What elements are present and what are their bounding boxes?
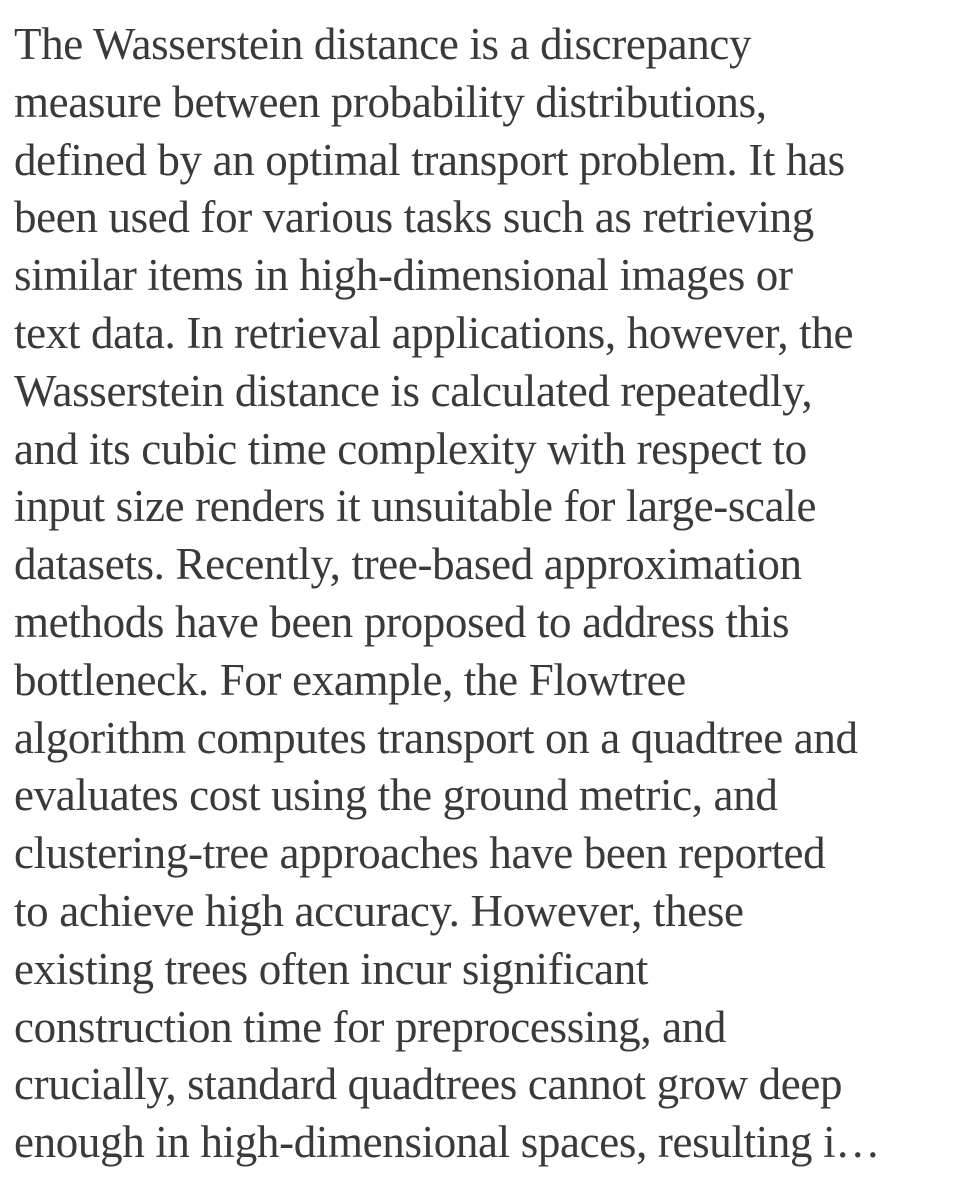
abstract-line-17: existing trees often incur significant xyxy=(14,943,649,994)
abstract-line-9: input size renders it unsuitable for large-scale xyxy=(14,481,817,532)
abstract-line-20-truncated: enough in high-dimensional spaces, resulting i… xyxy=(14,1117,880,1168)
abstract-text xyxy=(14,16,954,1172)
abstract-line-14: evaluates cost using the ground metric, and xyxy=(14,770,778,821)
abstract-line-12: bottleneck. For example, the Flowtree xyxy=(14,654,686,705)
abstract-line-7: Wasserstein distance is calculated repeatedly, xyxy=(14,365,813,416)
abstract-line-13: algorithm computes transport on a quadtree and xyxy=(14,712,858,763)
abstract-line-6: text data. In retrieval applications, however, the xyxy=(14,307,854,358)
abstract-line-10: datasets. Recently, tree-based approximation xyxy=(14,539,802,590)
abstract-line-2: measure between probability distributions, xyxy=(14,76,767,127)
abstract-line-19: crucially, standard quadtrees cannot grow deep xyxy=(14,1059,843,1110)
abstract-line-15: clustering-tree approaches have been reported xyxy=(14,828,826,879)
abstract-line-11: methods have been proposed to address this xyxy=(14,596,790,647)
abstract-line-16: to achieve high accuracy. However, these xyxy=(14,885,744,936)
abstract-line-18: construction time for preprocessing, and xyxy=(14,1001,727,1052)
abstract-line-1: The Wasserstein distance is a discrepancy xyxy=(14,19,752,69)
abstract-line-4: been used for various tasks such as retrieving xyxy=(14,192,814,243)
abstract-line-3: defined by an optimal transport problem. It has xyxy=(14,134,845,185)
abstract-line-8: and its cubic time complexity with respect to xyxy=(14,423,807,474)
abstract-line-5: similar items in high-dimensional images or xyxy=(14,250,793,301)
